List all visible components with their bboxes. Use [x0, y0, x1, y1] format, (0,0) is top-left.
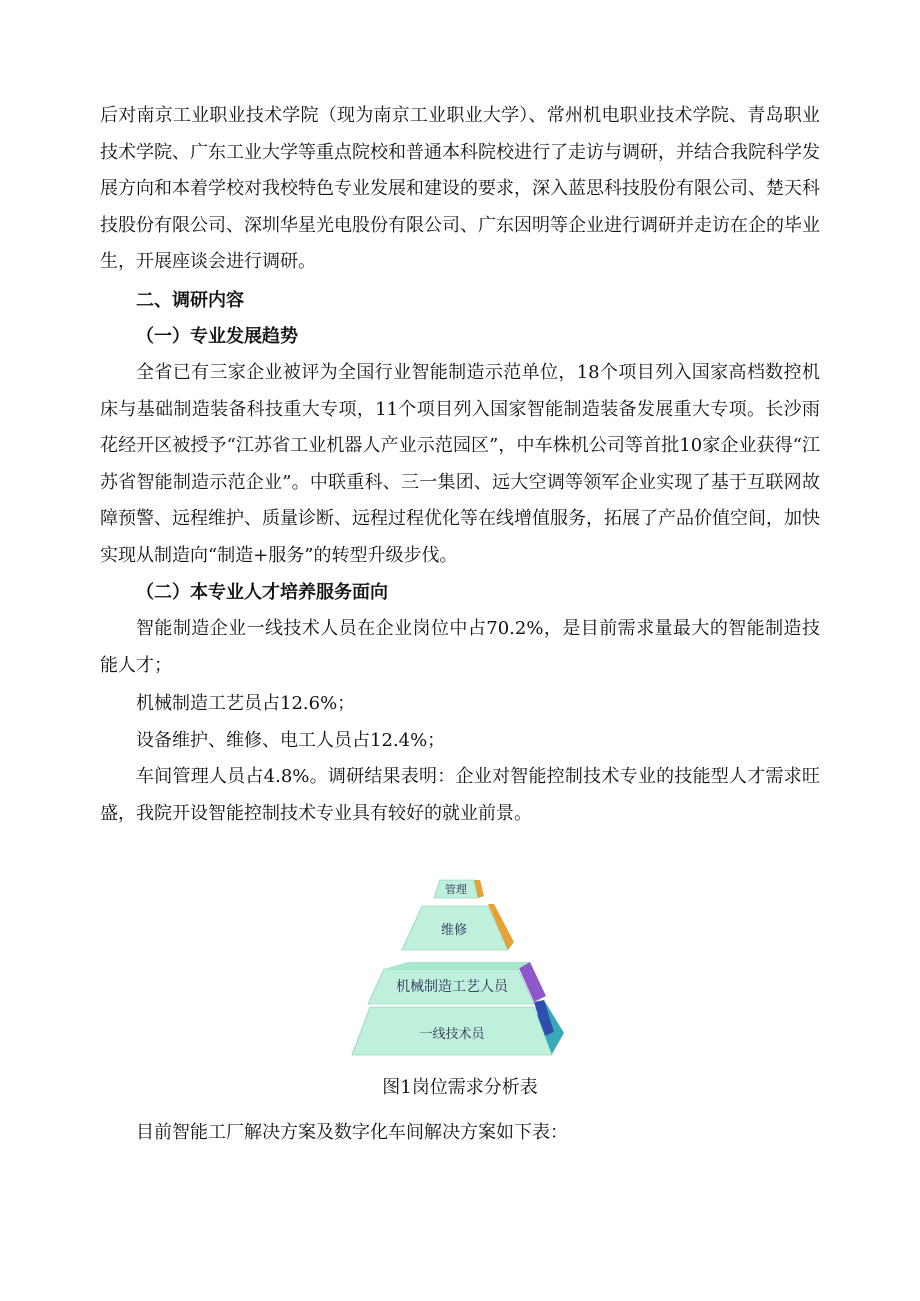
intro-paragraph: 后对南京工业职业技术学院（现为南京工业职业大学）、常州机电职业技术学院、青岛职业技术学院、广东工业大学等重点院校和普通本科院校进行了走访与调研，并结合我院科学发展方向和本着学校对我校特色专业发展和建设的要求，深入蓝思科技股份有限公司、楚天科技股份有限公司、深圳华星光电股份有限公司、广东因明等企业进行调研并走访在企的毕业生，开展座谈会进行调研。	[100, 105, 820, 272]
talent-paragraph-frontline: 智能制造企业一线技术人员在企业岗位中占70.2%，是目前需求量最大的智能制造技能人才；	[100, 618, 820, 676]
pyramid-label-second: 维修	[440, 922, 468, 937]
pyramid-label-third: 机械制造工艺人员	[396, 978, 508, 994]
talent-line-maintenance: 设备维护、维修、电工人员占12.4%；	[136, 730, 446, 751]
talent-line-process: 机械制造工艺员占12.6%；	[136, 693, 356, 714]
section-heading-research-content: 二、调研内容	[136, 290, 244, 311]
figure-caption: 图1岗位需求分析表	[382, 1077, 538, 1098]
subsection-heading-talent: （二）本专业人才培养服务面向	[136, 582, 388, 603]
pyramid-label-base: 一线技术员	[419, 1026, 485, 1041]
pyramid-level3-top	[384, 962, 530, 969]
job-demand-pyramid-figure	[348, 874, 570, 1062]
talent-paragraph-management: 车间管理人员占4.8%。调研结果表明：企业对智能控制技术专业的技能型人才需求旺盛，我院开设智能控制技术专业具有较好的就业前景。	[100, 766, 820, 824]
subsection-heading-trend: （一）专业发展趋势	[136, 326, 298, 347]
pyramid-label-top: 管理	[445, 884, 467, 896]
trend-paragraph: 全省已有三家企业被评为全国行业智能制造示范单位，18个项目列入国家高档数控机床与基础制造装备科技重大专项，11个项目列入国家智能制造装备发展重大专项。长沙雨花经开区被授予“江苏省工业机器人产业示范园区”，中车株机公司等首批10家企业获得“江苏省智能制造示范企业”。中联重科、三一集团、远大空调等领军企业实现了基于互联网故障预警、远程维护、质量诊断、远程过程优化等在线增值服务，拓展了产品价值空间，加快实现从制造向“制造+服务”的转型升级步伐。	[100, 362, 820, 566]
closing-line: 目前智能工厂解决方案及数字化车间解决方案如下表：	[136, 1122, 568, 1143]
